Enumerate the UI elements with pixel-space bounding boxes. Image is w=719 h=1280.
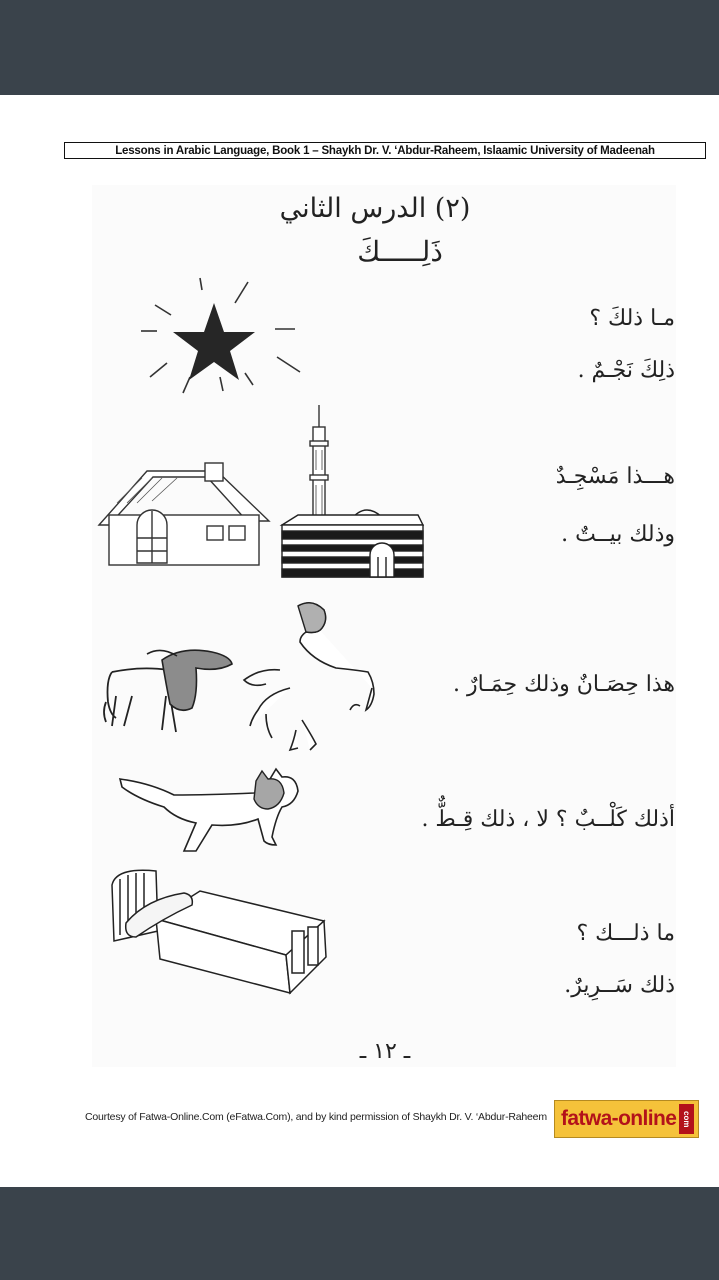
sentence-what-is-that-2: ما ذلـــك ؟ (576, 921, 675, 946)
logo-text: fatwa-online (561, 1107, 677, 1130)
top-bar (0, 0, 719, 95)
page-number: ـ ١٢ ـ (359, 1039, 411, 1064)
donkey-icon (102, 640, 232, 742)
sentence-what-is-that: مـا ذلكَ ؟ (589, 306, 675, 331)
logo-com: com (679, 1104, 694, 1134)
horse-icon (240, 600, 390, 755)
sentence-that-is-star: ذلِكَ نَجْـمٌ . (577, 358, 675, 383)
sentence-horse-donkey: هذا حِصَـانٌ وذلك حِمَـارٌ . (453, 672, 675, 697)
courtesy-text: Courtesy of Fatwa-Online.Com (eFatwa.Com), and by kind permission of Shaykh Dr. V. ‘Abdur-Raheem (85, 1111, 547, 1123)
lesson-subtitle: ذَلِـــــكَ (357, 235, 443, 268)
sentence-dog-cat: أذلك كَلْــبٌ ؟ لا ، ذلك قِـطٌّ . (421, 807, 675, 832)
fatwa-online-logo[interactable] (554, 1100, 699, 1138)
kaaba-icon (280, 495, 425, 581)
sentence-this-is-mosque: هـــذا مَسْجِـدٌ (555, 464, 675, 489)
bottom-bar (0, 1187, 719, 1280)
star-icon (135, 275, 305, 410)
house-icon (97, 463, 272, 568)
sentence-that-is-house: وذلك بيــتٌ . (561, 522, 675, 547)
cat-icon (118, 767, 300, 857)
document-page (0, 95, 719, 1187)
bed-icon (106, 865, 331, 1000)
sentence-that-is-bed: ذلك سَــرِيرٌ. (564, 973, 675, 998)
citation-text: Lessons in Arabic Language, Book 1 – Shaykh Dr. V. ‘Abdur-Raheem, Islaamic University of Madeenah (115, 144, 655, 157)
citation-header (64, 142, 706, 159)
lesson-title: (٢) الدرس الثاني (279, 193, 471, 224)
